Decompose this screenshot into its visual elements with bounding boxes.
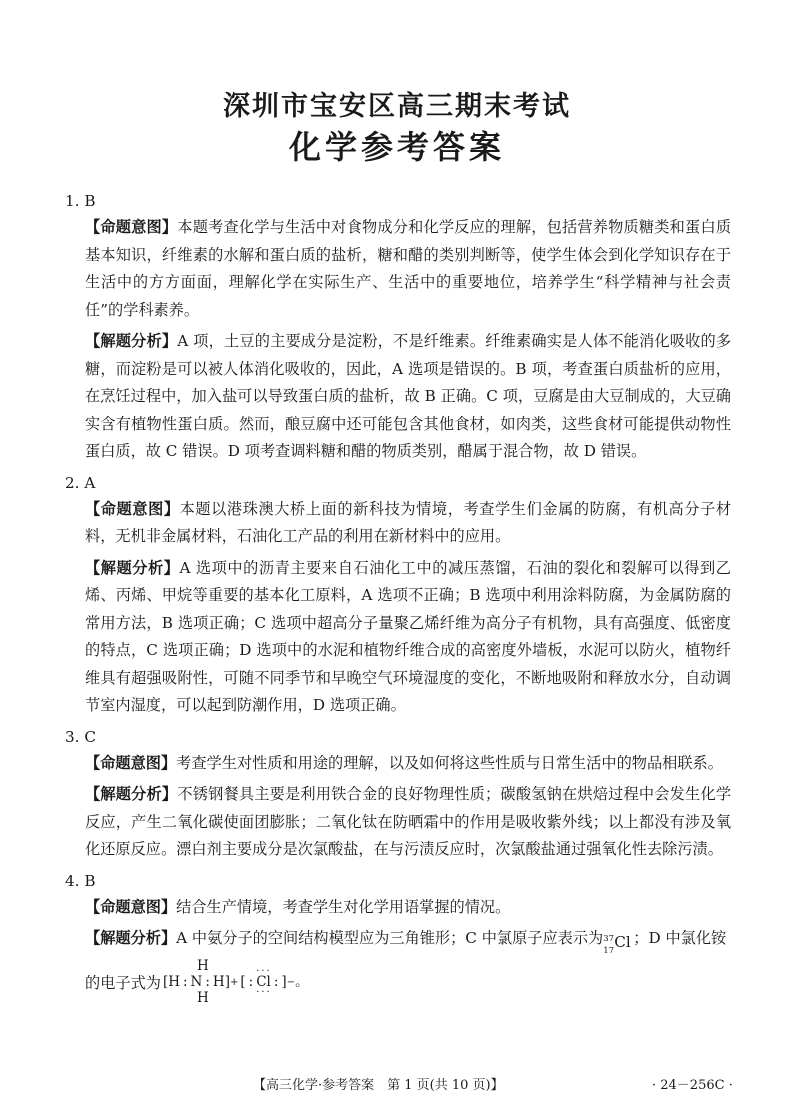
analysis-label: 【解题分析】 xyxy=(85,929,177,947)
formula-cl-close-bracket: ] xyxy=(281,973,287,990)
question-4 xyxy=(65,868,731,1011)
formula-plus-charge: + xyxy=(229,976,239,988)
intent-label: 【命题意图】 xyxy=(85,218,178,236)
question-number: 3. C xyxy=(65,727,96,746)
intent-paragraph xyxy=(65,214,731,324)
formula-top-dots: ··· xyxy=(256,965,272,977)
formula-colon: : xyxy=(182,973,188,990)
nuclide-atomic-number: 17 xyxy=(603,946,615,956)
formula-colon: : xyxy=(205,973,210,990)
analysis-label: 【解题分析】 xyxy=(85,332,178,350)
nuclide-notation xyxy=(603,929,633,956)
analysis-label: 【解题分析】 xyxy=(85,785,178,803)
analysis-text: A 中氨分子的空间结构模型应为三角锥形；C 中氯原子应表示为 xyxy=(176,929,604,947)
question-1 xyxy=(65,188,731,466)
intent-text: 本题以港珠澳大桥上面的新科技为情境，考查学生们金属的防腐，有机高分子材料，无机非金属材料，石油化工产品的利用在新材料中的应用。 xyxy=(85,499,732,545)
analysis-text: A 选项中的沥青主要来自石油化工中的减压蒸馏，石油的裂化和裂解可以得到乙烯、丙烯、甲烷等重要的基本化工原料，A 选项不正确；B 选项中利用涂料防腐，为金属防腐的常用方法，B 选项正确；C 选项中超高分子量聚乙烯纤维为高分子有机物，具有高强度、低密度的特点，C 选项正确；D 选项中的水泥和植物纤维合成的高密度外墙板，水泥可以防火，植物纤维具有超强吸附性，可随不同季节和早晚空气环境湿度的变化，不断地吸附和释放水分，自动调节室内湿度，可以起到防潮作用，D 选项正确。 xyxy=(85,558,731,714)
intent-text: 本题考查化学与生活中对食物成分和化学反应的理解，包括营养物质糖类和蛋白质基本知识，纤维素的水解和蛋白质的盐析，糖和醋的类别判断等，使学生体会到化学知识存在于生活中的方方面面，理解化学在实际生产、生活中的重要地位，培养学生“科学精神与社会责任”的学科素养。 xyxy=(85,218,732,319)
analysis-paragraph xyxy=(65,925,731,956)
intent-paragraph xyxy=(65,750,731,778)
ammonium-chloride-electron-formula xyxy=(163,959,309,1007)
formula-cl-open-bracket: [ xyxy=(240,973,246,990)
intent-label: 【命题意图】 xyxy=(85,897,177,916)
analysis-paragraph xyxy=(65,781,731,864)
formula-chlorine xyxy=(256,965,272,999)
formula-bottom-dots: ··· xyxy=(256,987,272,999)
analysis-text: 不锈钢餐具主要是利用铁合金的良好物理性质；碳酸氢钠在烘焙过程中会发生化学反应，产生二氧化碳使面团膨胀；二氧化钛在防晒霜中的作用是吸收紫外线；以上都没有涉及氧化还原反应。漂白剂主要成分是次氯酸盐，在与污渍反应时，次氯酸盐通过强氧化性去除污渍。 xyxy=(85,785,732,858)
page-subtitle: 化学参考答案 xyxy=(288,128,505,166)
formula-period: 。 xyxy=(295,973,309,990)
formula-colon: : xyxy=(273,973,279,990)
formula-nitrogen: N xyxy=(190,973,203,990)
footer-page-info: 【高三化学·参考答案 第 1 页(共 10 页)】 xyxy=(253,1078,504,1093)
formula-h-right-bracket: H] xyxy=(212,973,230,990)
intent-text: 结合生产情境，考查学生对化学用语掌握的情况。 xyxy=(176,897,511,916)
intent-paragraph xyxy=(65,894,731,922)
nuclide-symbol: Cl xyxy=(614,933,631,951)
question-number: 1. B xyxy=(65,192,96,210)
formula-intro: 的电子式为 xyxy=(85,974,161,992)
formula-line xyxy=(65,955,731,1011)
page-title: 深圳市宝安区高三期末考试 xyxy=(223,91,571,122)
analysis-label: 【解题分析】 xyxy=(85,558,180,577)
analysis-text: A 项，土豆的主要成分是淀粉，不是纤维素。纤维素确实是人体不能消化吸收的多糖，而淀粉是可以被人体消化吸收的，因此，A 选项是错误的。B 项，考查蛋白质盐析的应用，在烹饪过程中，加入盐可以导致蛋白质的盐析，故 B 正确。C 项，豆腐是由大豆制成的，大豆确实含有植物性蛋白质。然而，酿豆腐中还可能包含其他食材，如肉类，这些食材可能提供动物性蛋白质，故 C 错误。D 项考查调料糖和醋的物质类别，醋属于混合物，故 D 错误。 xyxy=(85,332,732,460)
footer-code: · 24－256C · xyxy=(652,1078,733,1093)
formula-h-bottom: H xyxy=(196,989,209,1006)
question-number: 2. A xyxy=(65,473,96,492)
formula-colon: : xyxy=(248,973,254,990)
formula-left-bracket-h: [H xyxy=(162,973,180,990)
question-3 xyxy=(65,724,731,864)
answer-content xyxy=(65,188,731,1011)
analysis-text-continued: ；D 中氯化铵 xyxy=(633,929,727,947)
formula-minus-charge: − xyxy=(286,976,296,988)
question-2 xyxy=(65,470,731,720)
intent-text: 考查学生对性质和用途的理解，以及如何将这些性质与日常生活中的物品相联系。 xyxy=(176,753,723,772)
analysis-paragraph xyxy=(65,555,731,720)
formula-h-top: H xyxy=(196,957,209,974)
intent-paragraph xyxy=(65,496,731,551)
analysis-paragraph xyxy=(65,328,731,466)
question-number: 4. B xyxy=(65,871,96,890)
formula-cl-symbol: Cl xyxy=(256,973,271,990)
nuclide-mass-number: 37 xyxy=(603,934,615,944)
intent-label: 【命题意图】 xyxy=(85,753,177,772)
intent-label: 【命题意图】 xyxy=(85,499,180,518)
